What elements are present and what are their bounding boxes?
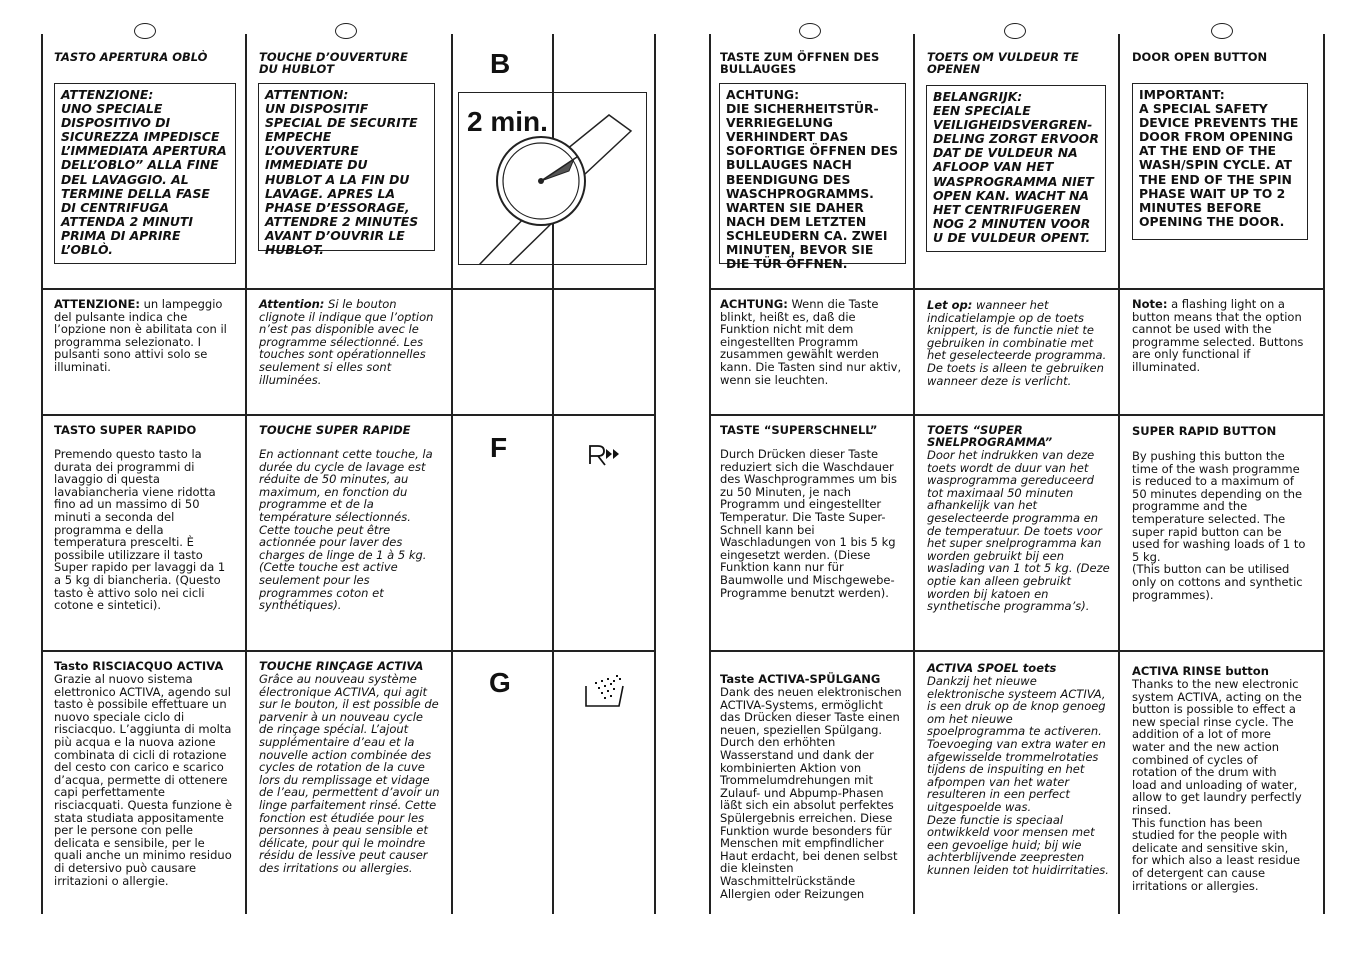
dutch-note-label: Let op: (927, 298, 973, 312)
dutch-door-title: TOETS OM VULDEUR TE OPENEN (927, 50, 1079, 76)
timer-label: 2 min. (467, 106, 548, 137)
italian-note-label: ATTENZIONE: (54, 297, 140, 311)
binding-hole (134, 23, 156, 39)
italian-note-text: un lampeggio del pulsante indica che l’opzione non è abilitata con il programma selezionato. I pulsanti sono attivi solo se illuminati. (54, 297, 227, 374)
italian-door-title: TASTO APERTURA OBLÒ (54, 50, 208, 64)
row-rule (41, 650, 655, 652)
english-rapid-text: By pushing this button the time of the wash programme is reduced to a maximum of 50 minutes depending on the programme and the temperature selected. The super rapid button can be used for washing loads of 1 to 5 kg. (This button can be utilised only on cottons and synthetic programmes). (1132, 449, 1306, 602)
german-note-label: ACHTUNG: (720, 297, 788, 311)
english-door-warning: IMPORTANT: A SPECIAL SAFETY DEVICE PREVENTS THE DOOR FROM OPENING AT THE END OF THE WASH/SPIN CYCLE. AT THE END OF THE SPIN PHASE WAIT UP TO 2 MINUTES BEFORE OPENING THE DOOR. (1132, 83, 1308, 240)
dutch-door-warning: BELANGRIJK: EEN SPECIALE VEILIGHEIDSVERGREN-DELING ZORGT ERVOOR DAT DE VULDEUR NA AFLOOP VAN HET WASPROGRAMMA NIET OPEN KAN. WACHT NA HET CENTRIFUGEREN NOG 2 MINUTEN VOOR U DE VULDEUR OPENT. (926, 85, 1106, 252)
italian-rinse-text: Grazie al nuovo sistema elettronico ACTIVA, agendo sul tasto è possibile effettuare un nuovo speciale ciclo di risciacquo. L’aggiunta di molta più acqua e la nuova azione combinata di cicli di rotazione del cesto con carico e scarico d’acqua, permette di ottenere capi perfettamente risciacquati. Questa funzione è stata studiata appositamente per le persone con pelle delicata e sensibile, per le quali anche un minimo residuo di detersivo può causare irritazioni o allergie. (54, 672, 233, 888)
column-rule (1118, 34, 1120, 914)
binding-hole (799, 23, 821, 39)
english-rapid-title: SUPER RAPID BUTTON (1132, 424, 1277, 438)
french-rapid-text: En actionnant cette touche, la durée du cycle de lavage est réduite de 50 minutes, au maximum, en fonction du programme et de la température sélectionnés. Cette touche peut être actionnée pour laver des charges de linge de 1 à 5 kg. (Cette touche est active seulement pour les programmes coton et synthétiques). (259, 447, 433, 613)
dutch-rinse-text: Dankzij het nieuwe elektronische systeem ACTIVA, is een druk op de knop genoeg om het nieuwe spoelprogramma te activeren. Toevoeging van extra water en afgewisselde trommelrotaties tijdens de inspuiting en het afpompen van het water resulteren in een perfect uitgespoelde was. Deze functie is speciaal ontwikkeld voor mensen met een gevoelige huid; bij wie achterblijvende zeepresten kunnen leiden tot huidirritaties. (927, 674, 1109, 877)
row-rule (709, 650, 1324, 652)
italian-note (54, 298, 234, 374)
marker-f: F (490, 432, 508, 463)
column-rule (451, 34, 453, 914)
row-rule (709, 414, 1324, 416)
english-note-label: Note: (1132, 297, 1168, 311)
french-note (259, 298, 439, 386)
english-note-text: a flashing light on a button means that the option cannot be used with the programme selected. Buttons are only functional if illuminated. (1132, 297, 1304, 374)
english-rinse-text: Thanks to the new electronic system ACTIVA, acting on the button is possible to effect a new special rinse cycle. The addition of a lot of more water and the new action combined of cycles of rotation of the drum with load and unloading of water, allow to get laundry perfectly rinsed. This function has been studied for the people with delicate and sensitive skin, for which also a least residue of detergent can cause irritations or allergies. (1132, 677, 1302, 893)
marker-b: B (490, 48, 511, 79)
activa-rinse-icon (583, 672, 627, 714)
row-rule (41, 414, 655, 416)
french-door-title: TOUCHE D’OUVERTURE DU HUBLOT (259, 50, 408, 76)
german-door-title: TASTE ZUM ÖFFNEN DES BULLAUGES (720, 50, 880, 76)
german-door-warning: ACHTUNG: DIE SICHERHEITSTÜR-VERRIEGELUNG VERHINDERT DAS SOFORTIGE ÖFFNEN DES BULLAUGES NACH BEENDIGUNG DES WASCHPROGRAMMS. WARTEN SIE DAHER NACH DEM LETZTEN SCHLEUDERN CA. ZWEI MINUTEN, BEVOR SIE DIE TÜR ÖFFNEN. (719, 83, 906, 264)
column-rule (913, 34, 915, 914)
italian-rapid-text: Premendo questo tasto la durata dei programmi di lavaggio di questa lavabiancheria viene ridotta fino ad un massimo di 50 minuti a seconda del programma e della temperatura prescelti. È possibile utilizzare il tasto Super rapido per lavaggi da 1 a 5 kg di biancheria. (Questo tasto è attivo solo nei cicli cotone e sintetici). (54, 447, 226, 613)
french-note-label: Attention: (259, 297, 325, 311)
english-rinse-title: ACTIVA RINSE button (1132, 664, 1269, 678)
italian-rinse-title: Tasto RISCIACQUO ACTIVA (54, 659, 224, 673)
dutch-note (927, 299, 1111, 387)
marker-g: G (489, 667, 511, 698)
french-note-text: Si le bouton clignote il indique que l’option n’est pas disponible avec le programme sélectionné. Les touches sont opérationnelles seulement si elles sont illuminées. (259, 297, 434, 387)
italian-rapid-title: TASTO SUPER RAPIDO (54, 423, 197, 437)
french-door-warning: ATTENTION: UN DISPOSITIF SPECIAL DE SECURITE EMPECHE L’OUVERTURE IMMEDIATE DU HUBLOT A LA FIN DU LAVAGE. APRES LA PHASE D’ESSORAGE, ATTENDRE 2 MINUTES AVANT D’OUVRIR LE HUBLOT. (258, 83, 435, 251)
column-rule (654, 34, 656, 914)
binding-hole (1211, 23, 1233, 39)
binding-hole (335, 23, 357, 39)
column-rule (41, 34, 43, 914)
french-rapid-title: TOUCHE SUPER RAPIDE (259, 423, 411, 437)
row-rule (709, 288, 1324, 290)
dutch-rapid-title: TOETS “SUPER SNELPROGRAMMA” (927, 423, 1053, 449)
column-rule (245, 34, 247, 914)
german-note-text: Wenn die Taste blinkt, heißt es, daß die Funktion nicht mit dem eingestellten Programm zusammen gewählt werden kann. Die Tasten sind nur aktiv, wenn sie leuchten. (720, 297, 902, 387)
dutch-rapid-text: Door het indrukken van deze toets wordt de duur van het wasprogramma gereduceerd tot maximaal 50 minuten afhankelijk van het geselecteerde programma en de temperatuur. De toets voor het super snelprogramma kan worden gebruikt bij een waslading van 1 tot 5 kg. (Deze optie kan alleen gebruikt worden bij katoen en synthetische programma’s). (927, 448, 1110, 614)
french-rinse-title: TOUCHE RINÇAGE ACTIVA (259, 659, 424, 673)
german-note (720, 298, 905, 386)
german-rinse-title: Taste ACTIVA-SPÜLGANG (720, 672, 881, 686)
german-rapid-title: TASTE “SUPERSCHNELL” (720, 423, 878, 437)
english-door-title: DOOR OPEN BUTTON (1132, 50, 1268, 64)
dutch-note-text: wanneer het indicatielampje op de toets knippert, is de functie niet te gebruiken in combinatie met het geselecteerde programma. De toets is alleen te gebruiken wanneer deze is verlicht. (927, 298, 1107, 388)
german-rinse-text: Dank des neuen elektronischen ACTIVA-Systems, ermöglicht das Drücken dieser Taste einen neuen, speziellen Spülgang. Durch den erhöhten Wasserstand und dank der kombinierten Aktion von Trommelumdrehungen mit Zulauf- und Abpump-Phasen läßt sich ein absolut perfektes Spülergebnis erreichen. Diese Funktion wurde besonders für Menschen mit empfindlicher Haut erdacht, bei denen selbst die kleinsten Waschmittelrückstände Allergien oder Reizungen (720, 685, 902, 901)
italian-door-warning: ATTENZIONE: UNO SPECIALE DISPOSITIVO DI SICUREZZA IMPEDISCE L’IMMEDIATA APERTURA DELL’OBLO” ALLA FINE DEL LAVAGGIO. AL TERMINE DELLA FASE DI CENTRIFUGA ATTENDA 2 MINUTI PRIMA DI APRIRE L’OBLÒ. (54, 83, 236, 264)
column-rule (709, 34, 711, 914)
binding-hole (1004, 23, 1026, 39)
super-rapid-icon (586, 440, 626, 472)
english-note (1132, 298, 1312, 374)
column-rule (1323, 34, 1325, 914)
french-rinse-text: Grâce au nouveau système électronique ACTIVA, qui agit sur le bouton, il est possible de parvenir à un nouveau cycle de rinçage spécial. L’ajout supplémentaire d’eau et la nouvelle action combinée des cycles de rotation de la cuve lors du remplissage et vidage de l’eau, permettent d’avoir un linge parfaitement rinsé. Cette fonction est étudiée pour les personnes à peau sensible et délicate, pour qui le moindre résidu de lessive peut causer des irritations ou allergies. (259, 672, 440, 875)
german-rapid-text: Durch Drücken dieser Taste reduziert sich die Waschdauer des Waschprogrammes um bis zu 50 Minuten, je nach Programm und eingestellter Temperatur. Die Taste Super-Schnell kann bei Waschladungen von 1 bis 5 kg eingesetzt werden. (Diese Funktion kann nur für Baumwolle und Mischgewebe- Programme benutzt werden). (720, 447, 897, 600)
dutch-rinse-title: ACTIVA SPOEL toets (927, 661, 1057, 675)
row-rule (41, 288, 655, 290)
